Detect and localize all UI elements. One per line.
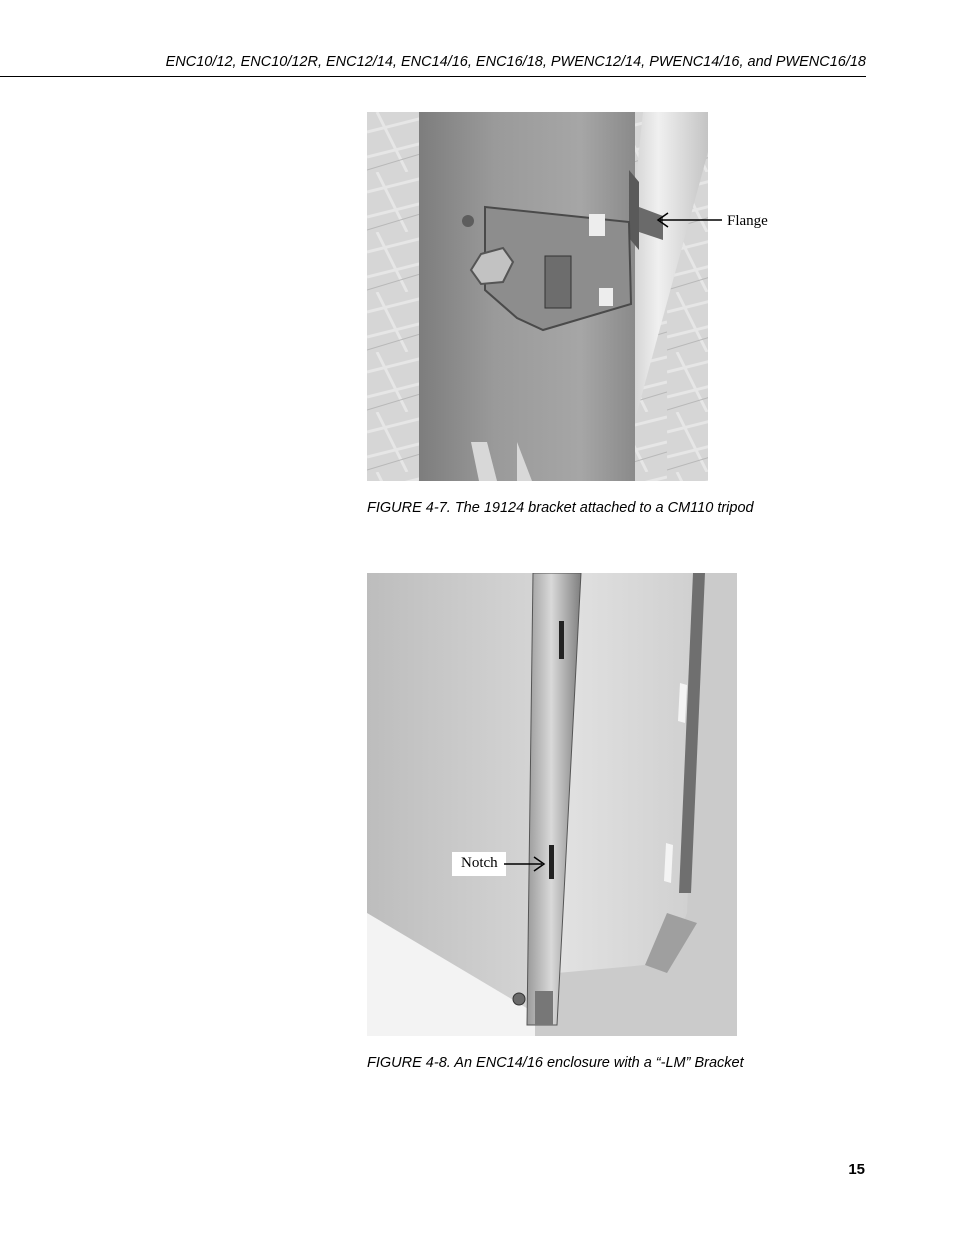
rail-bolt (513, 993, 525, 1005)
mast-hole (462, 215, 474, 227)
enclosure-door (557, 573, 701, 973)
rail-foot (535, 991, 553, 1025)
figure-4-7-caption: FIGURE 4-7. The 19124 bracket attached to a CM110 tripod (367, 500, 754, 516)
notch-callout-label: Notch (452, 852, 506, 876)
tripod-bracket-illustration (367, 112, 708, 481)
clamp-hole-2 (599, 288, 613, 306)
notch-arrow (502, 854, 548, 874)
flange-callout-label: Flange (727, 213, 768, 229)
clamp-hole (589, 214, 605, 236)
bracket-flange (629, 170, 639, 250)
enclosure-bracket-illustration (367, 573, 737, 1036)
bracket-slot (545, 256, 571, 308)
figure-4-8-caption: FIGURE 4-8. An ENC14/16 enclosure with a “-LM” Bracket (367, 1055, 744, 1071)
rail-notch (549, 845, 554, 879)
page-number: 15 (848, 1161, 865, 1178)
running-header (0, 54, 866, 77)
figure-4-8-photo (367, 573, 737, 1036)
rail-slot-top (559, 621, 564, 659)
figure-4-7-photo (367, 112, 708, 481)
running-title: ENC10/12, ENC10/12R, ENC12/14, ENC14/16, ENC16/18, PWENC12/14, PWENC14/16, and PWENC16/18 (165, 54, 866, 70)
flange-arrow (650, 205, 726, 235)
